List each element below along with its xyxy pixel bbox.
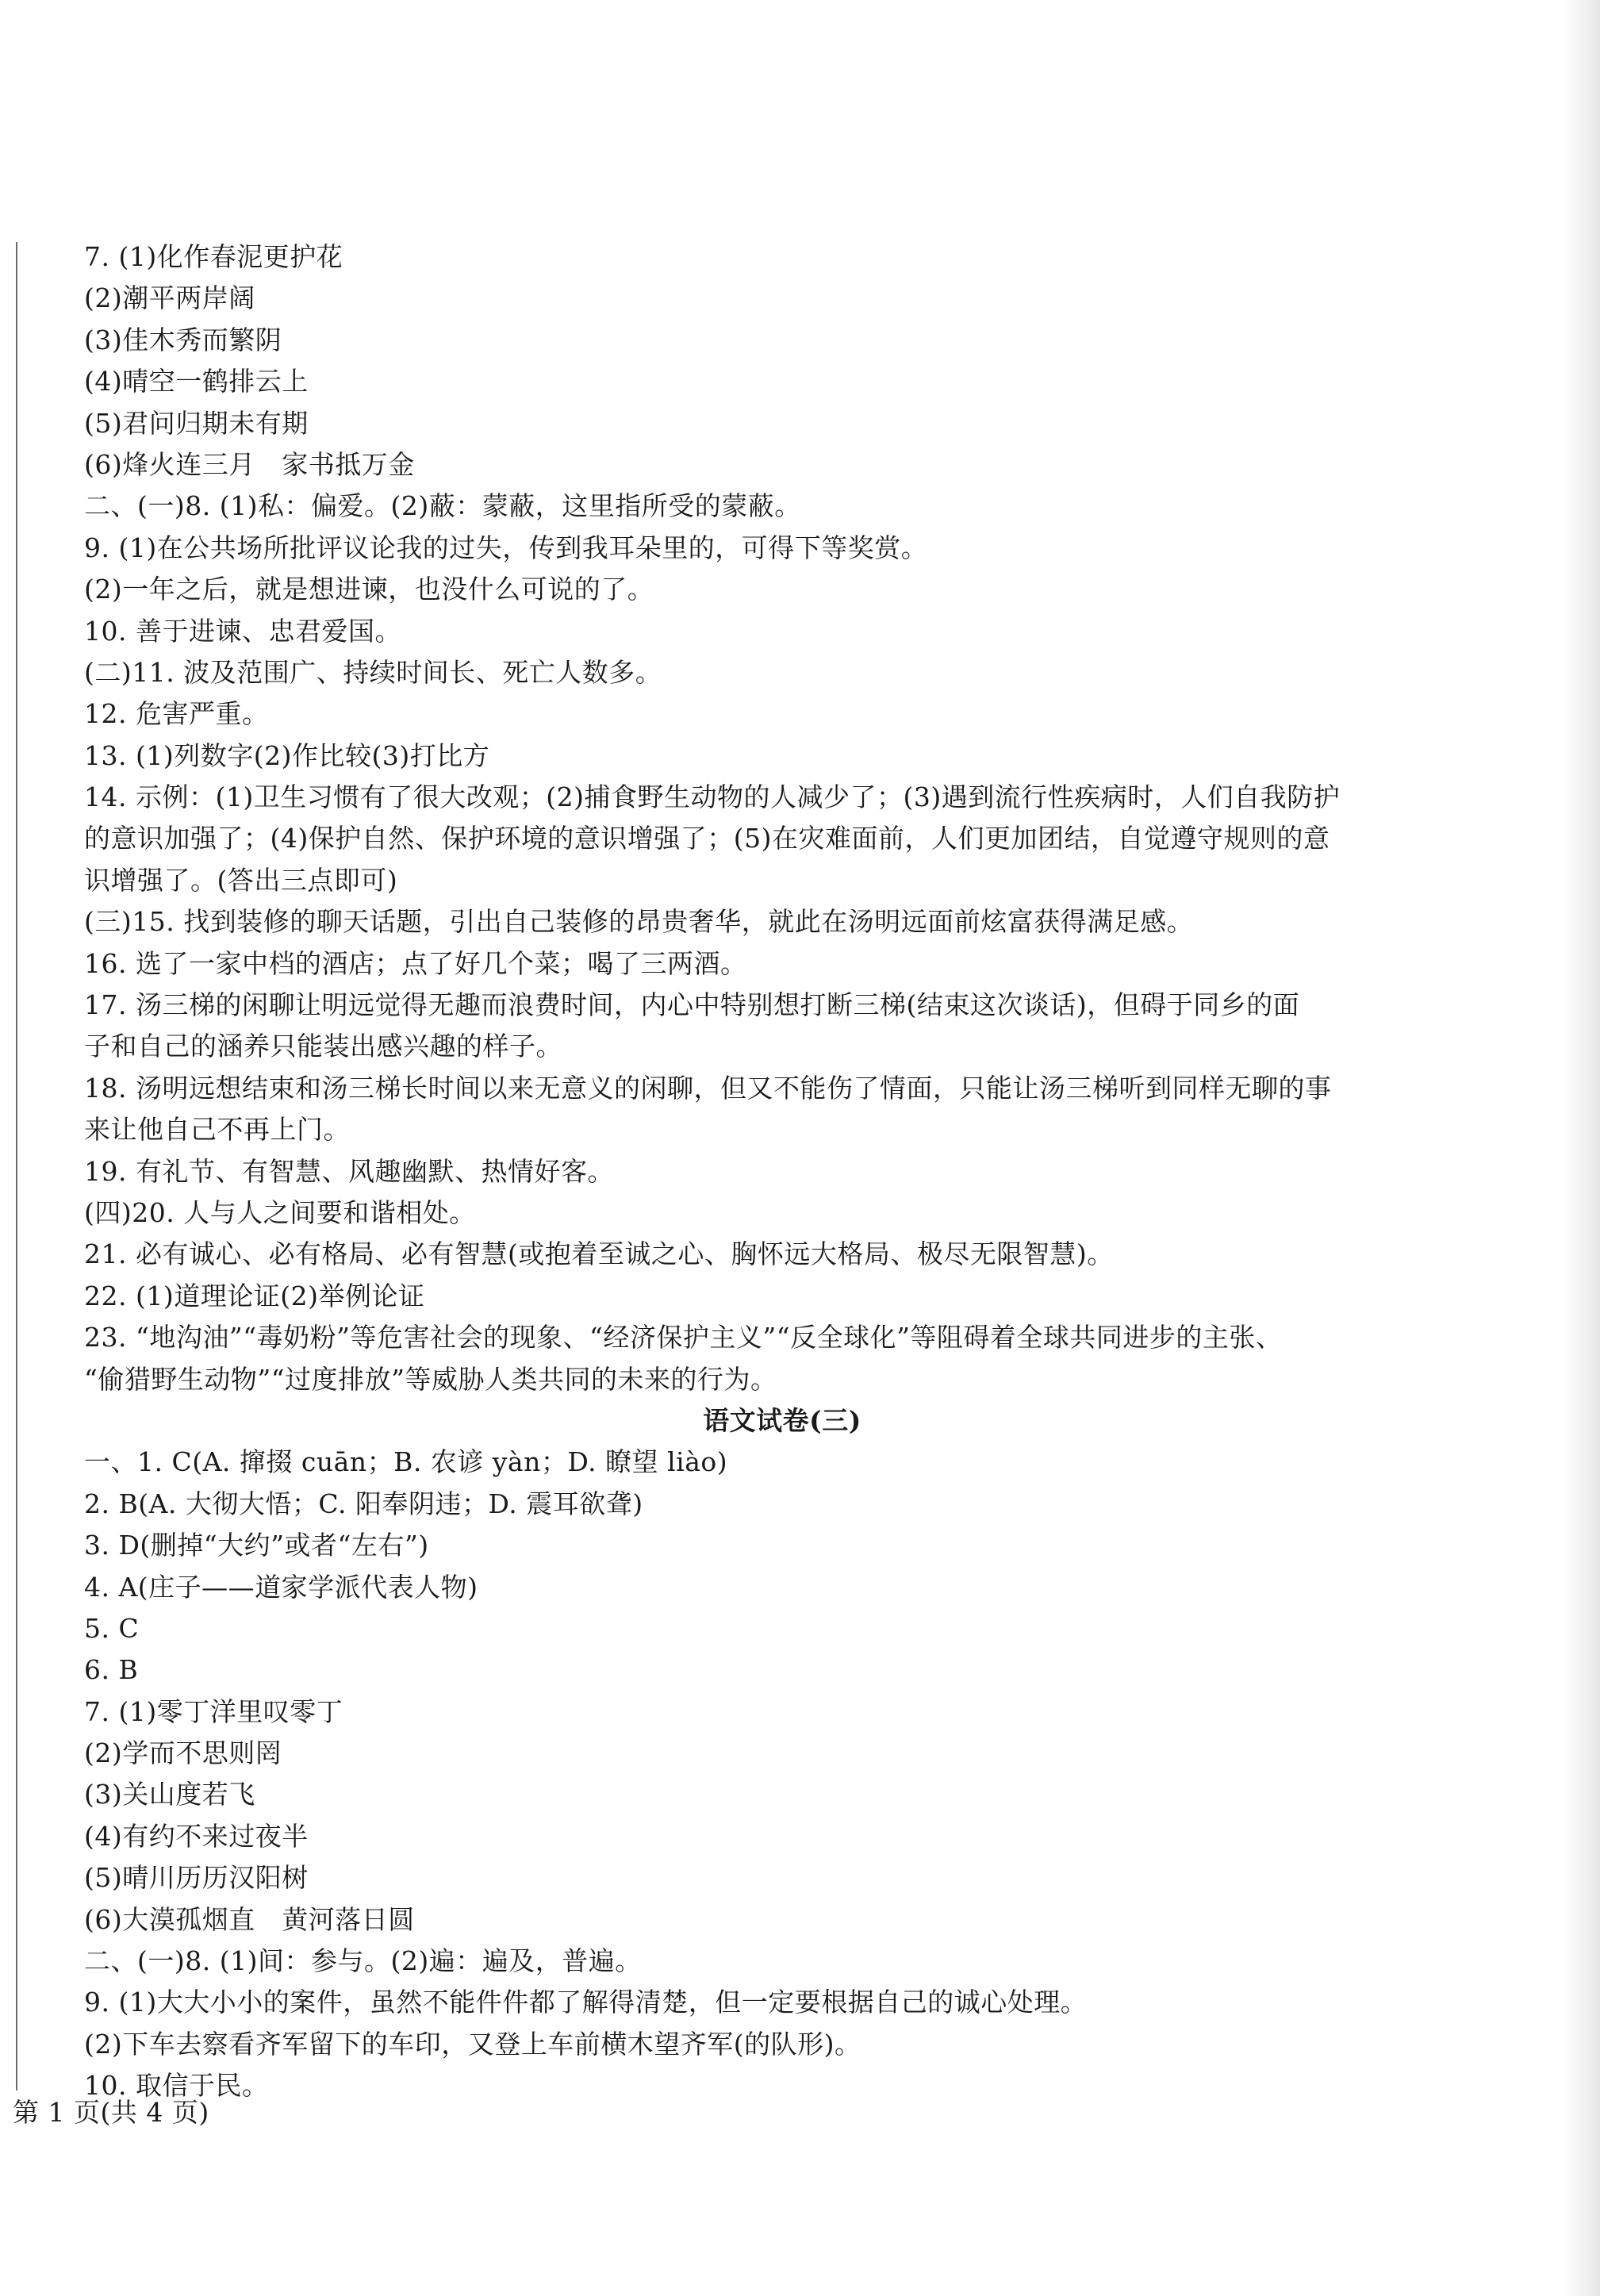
answer-line: 16. 选了一家中档的酒店；点了好几个菜；喝了三两酒。 xyxy=(84,947,747,979)
page-edge-shadow xyxy=(1564,0,1600,2296)
answer-line: 7. (1)化作春泥更护花 xyxy=(84,241,343,272)
answer-line: 10. 取信于民。 xyxy=(84,2070,269,2102)
answer-line: (三)15. 找到装修的聊天话题，引出自己装修的昂贵奢华，就此在汤明远面前炫富获得满足感。 xyxy=(84,906,1194,938)
answer-line: (2)学而不思则罔 xyxy=(84,1737,282,1769)
answer-line: 22. (1)道理论证(2)举例论证 xyxy=(84,1280,425,1311)
answer-content xyxy=(84,236,1480,2107)
answer-line: 18. 汤明远想结束和汤三梯长时间以来无意义的闲聊，但又不能伤了情面，只能让汤三梯听到同样无聊的事 xyxy=(84,1072,1332,1104)
answer-line: (4)有约不来过夜半 xyxy=(84,1820,309,1852)
answer-line: 来让他自己不再上门。 xyxy=(84,1114,350,1146)
section-exam-2-answers xyxy=(84,236,1480,1400)
answer-line: (2)潮平两岸阔 xyxy=(84,282,255,314)
answer-line: 23. “地沟油”“毒奶粉”等危害社会的现象、“经济保护主义”“反全球化”等阻碍着全球共同进步的主张、 xyxy=(84,1322,1283,1353)
answer-line: 6. B xyxy=(84,1654,139,1686)
answer-line: 12. 危害严重。 xyxy=(84,698,269,730)
answer-line: 3. D(删掉“大约”或者“左右”) xyxy=(84,1530,429,1561)
answer-line: 4. A(庄子——道家学派代表人物) xyxy=(84,1571,478,1603)
answer-line: 9. (1)在公共场所批评议论我的过失，传到我耳朵里的，可得下等奖赏。 xyxy=(84,532,928,563)
answer-line: (6)大漠孤烟直 黄河落日圆 xyxy=(84,1903,415,1935)
page-number: 第 1 页(共 4 页) xyxy=(13,2097,209,2128)
margin-rule xyxy=(16,242,17,2091)
section-exam-3-answers xyxy=(84,1400,1480,2107)
answer-line: 5. C xyxy=(84,1612,140,1644)
answer-line: (6)烽火连三月 家书抵万金 xyxy=(84,448,415,480)
answer-line: (二)11. 波及范围广、持续时间长、死亡人数多。 xyxy=(84,656,662,688)
answer-line: (2)一年之后，就是想进谏，也没什么可说的了。 xyxy=(84,574,654,605)
answer-line: 9. (1)大大小小的案件，虽然不能件件都了解得清楚，但一定要根据自己的诚心处理。 xyxy=(84,1987,1088,2018)
answer-line: 识增强了。(答出三点即可) xyxy=(84,864,398,896)
answer-line: 2. B(A. 大彻大悟；C. 阳奉阴违；D. 震耳欲聋) xyxy=(84,1488,643,1519)
answer-line: 10. 善于进谏、忠君爱国。 xyxy=(84,615,401,647)
answer-line: 19. 有礼节、有智慧、风趣幽默、热情好客。 xyxy=(84,1155,614,1187)
answer-line: 二、(一)8. (1)私：偏爱。(2)蔽：蒙蔽，这里指所受的蒙蔽。 xyxy=(84,490,801,522)
answer-line: 的意识加强了；(4)保护自然、保护环境的意识增强了；(5)在灾难面前，人们更加团结，自觉遵守规则的意 xyxy=(84,823,1330,854)
answer-line: 21. 必有诚心、必有格局、必有智慧(或抱着至诚之心、胸怀远大格局、极尽无限智慧)。 xyxy=(84,1238,1114,1270)
answer-line: “偷猎野生动物”“过度排放”等威胁人类共同的未来的行为。 xyxy=(84,1363,777,1395)
answer-line: 14. 示例：(1)卫生习惯有了很大改观；(2)捕食野生动物的人减少了；(3)遇到流行性疾病时，人们自我防护 xyxy=(84,781,1341,813)
answer-line: (2)下车去察看齐军留下的车印，又登上车前横木望齐军(的队形)。 xyxy=(84,2028,861,2060)
section-heading: 语文试卷(三) xyxy=(703,1404,861,1436)
answer-line: 二、(一)8. (1)间：参与。(2)遍：遍及，普遍。 xyxy=(84,1945,642,1977)
answer-line: 13. (1)列数字(2)作比较(3)打比方 xyxy=(84,739,490,771)
answer-line: 7. (1)零丁洋里叹零丁 xyxy=(84,1695,343,1727)
answer-line: (4)晴空一鹤排云上 xyxy=(84,366,309,397)
answer-line: (5)晴川历历汉阳树 xyxy=(84,1862,309,1894)
answer-line: 子和自己的涵养只能装出感兴趣的样子。 xyxy=(84,1031,562,1062)
answer-line: (5)君问归期未有期 xyxy=(84,407,309,439)
answer-line: 17. 汤三梯的闲聊让明远觉得无趣而浪费时间，内心中特别想打断三梯(结束这次谈话)，但碍于同乡的面 xyxy=(84,989,1300,1021)
answer-line: (四)20. 人与人之间要和谐相处。 xyxy=(84,1196,476,1228)
answer-line: 一、1. C(A. 撺掇 cuān；B. 农谚 yàn；D. 瞭望 liào) xyxy=(84,1446,728,1478)
answer-line: (3)佳木秀而繁阴 xyxy=(84,324,282,355)
answer-line: (3)关山度若飞 xyxy=(84,1779,255,1810)
